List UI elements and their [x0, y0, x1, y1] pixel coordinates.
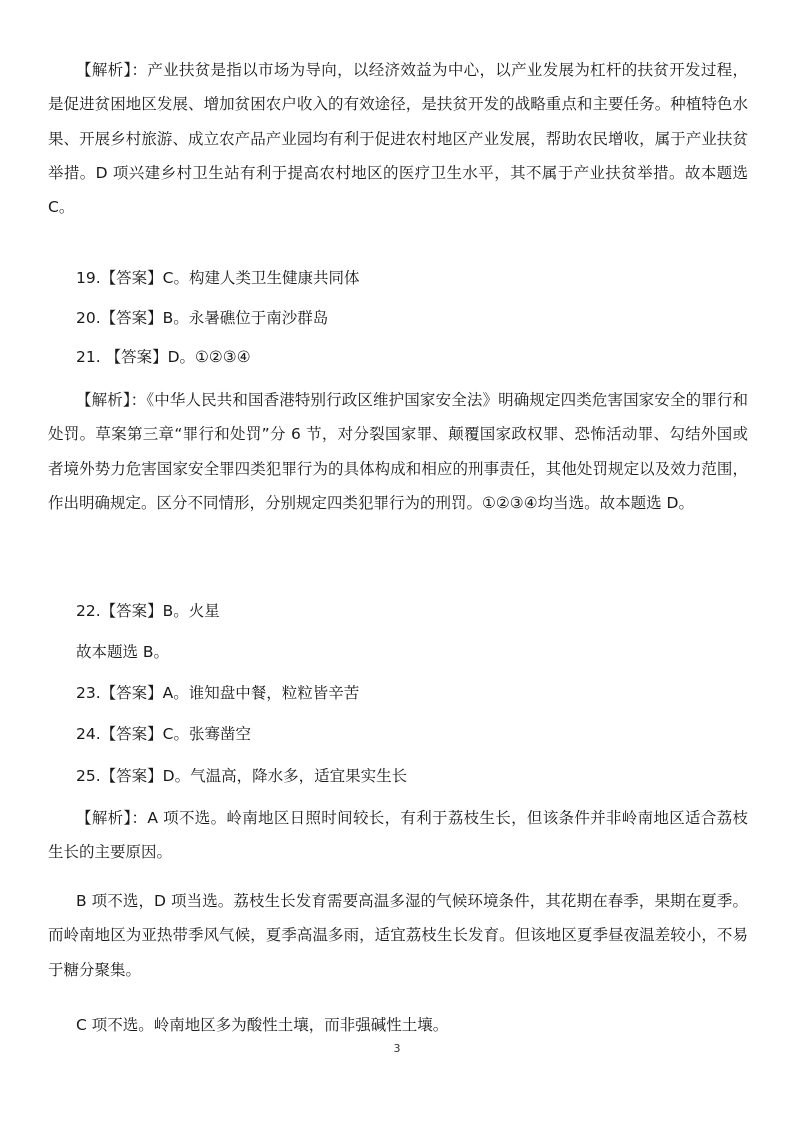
answer-21: 21. 【答案】D。①②③④ — [76, 348, 251, 366]
answer-19: 19.【答案】C。构建人类卫生健康共同体 — [76, 269, 360, 287]
answer-20: 20.【答案】B。永暑礁位于南沙群岛 — [76, 309, 329, 327]
analysis-paragraph-25-c: C 项不选。岭南地区多为酸性土壤，而非强碱性土壤。 — [76, 1016, 449, 1034]
page-number: 3 — [393, 1042, 401, 1055]
analysis-paragraph-25-bd: B 项不选，D 项当选。荔枝生长发育需要高温多湿的气候环境条件，其花期在春季，果期在夏季。而岭南地区为亚热带季风气候，夏季高温多雨，适宜荔枝生长发育。但该地区夏季昼夜温差较小，不易于糖分聚集。 — [48, 892, 748, 979]
analysis-paragraph-21: 【解析】：《中华人民共和国香港特别行政区维护国家安全法》明确规定四类危害国家安全的罪行和处罚。草案第三章“罪行和处罚”分 6 节，对分裂国家罪、颠覆国家政权罪、恐怖活动罪、勾结外国或者境外势力危害国家安全罪四类犯罪行为的具体构成和相应的刑事责任，其他处罚规定以及效力范围，作出明确规定。区分不同情形，分别规定四类犯罪行为的刑罚。①②③④均当选。故本题选 D。 — [48, 391, 748, 512]
analysis-paragraph-18: 【解析】：产业扶贫是指以市场为导向，以经济效益为中心，以产业发展为杠杆的扶贫开发过程，是促进贫困地区发展、增加贫困农户收入的有效途径，是扶贫开发的战略重点和主要任务。种植特色水果、开展乡村旅游、成立农产品产业园均有利于促进农村地区产业发展，帮助农民增收，属于产业扶贫举措。D 项兴建乡村卫生站有利于提高农村地区的医疗卫生水平，其不属于产业扶贫举措。故本题选 C。 — [48, 61, 748, 217]
analysis-paragraph-25-a: 【解析】：A 项不选。岭南地区日照时间较长，有利于荔枝生长，但该条件并非岭南地区适合荔枝生长的主要原因。 — [48, 809, 748, 862]
answer-22: 22.【答案】B。火星 — [76, 602, 220, 620]
answer-25: 25.【答案】D。气温高，降水多，适宜果实生长 — [76, 767, 408, 785]
conclusion-22: 故本题选 B。 — [76, 643, 170, 661]
answer-24: 24.【答案】C。张骞凿空 — [76, 725, 251, 743]
answer-23: 23.【答案】A。谁知盘中餐，粒粒皆辛苦 — [76, 684, 360, 702]
